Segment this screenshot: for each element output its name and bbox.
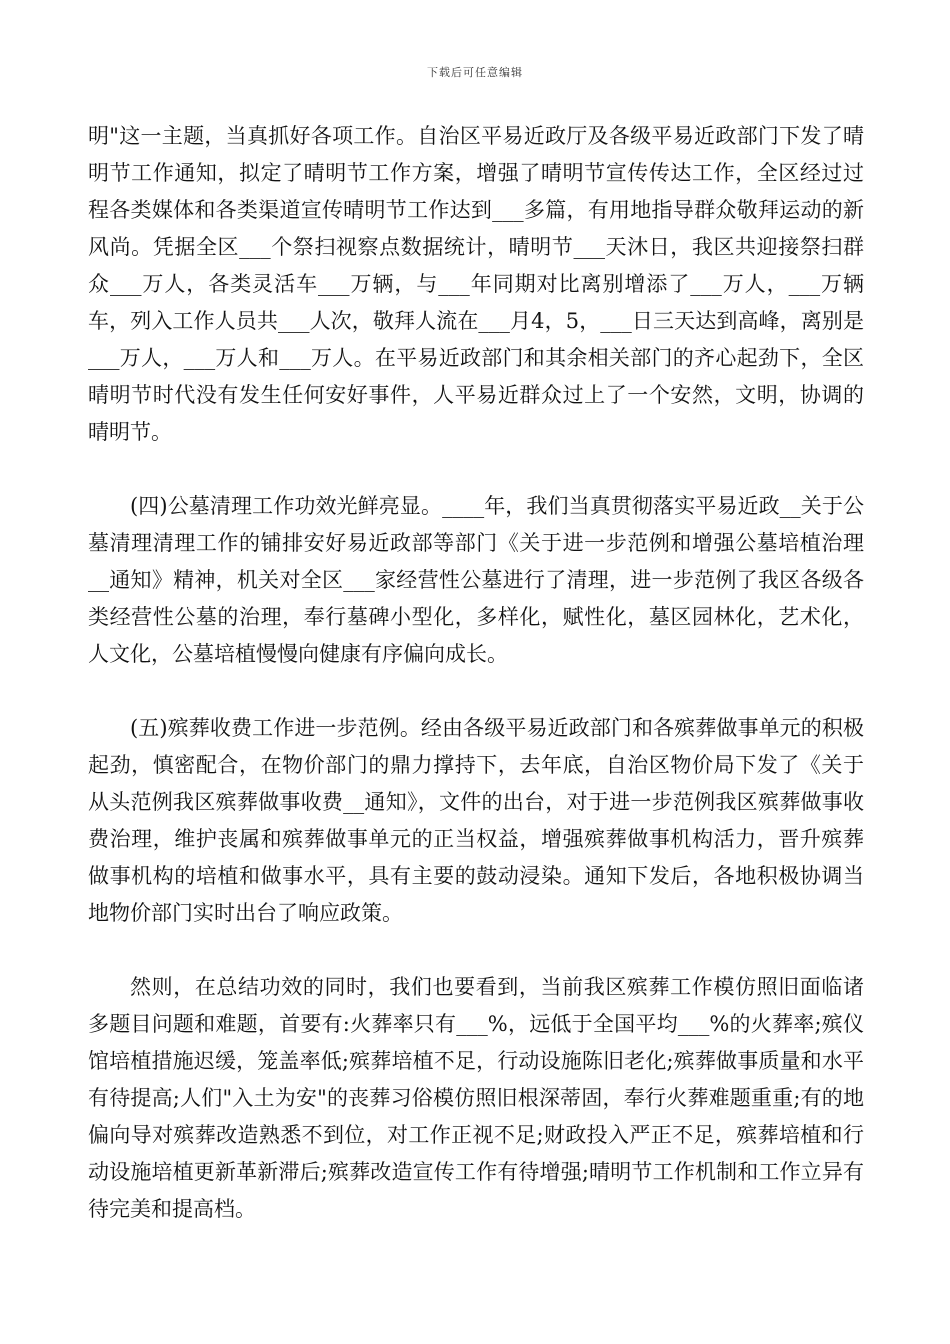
paragraph-qingming-summary: 明"这一主题，当真抓好各项工作。自治区平易近政厅及各级平易近政部门下发了晴明节工作通知，拟定了晴明节工作方案，增强了晴明节宣传传达工作，全区经过过程各类媒体和各类渠道宣传晴明节工作达到___多篇，有用地指导群众敬拜运动的新风尚。凭据全区___个祭扫视察点数据统计，晴明节___天沐日，我区共迎接祭扫群众___万人，各类灵活车___万辆，与___年同期对比离别增添了___万人，___万辆车，列入工作人员共___人次，敬拜人流在___月4，5，___日三天达到高峰，离别是___万人，___万人和___万人。在平易近政部门和其余相关部门的齐心起劲下，全区晴明节时代没有发生任何安好事件，人平易近群众过上了一个安然，文明，协调的晴明节。 xyxy=(88,124,864,444)
document-body xyxy=(88,118,864,1228)
paragraph-cemetery-cleanup: (四)公墓清理工作功效光鲜亮显。____年，我们当真贯彻落实平易近政__关于公墓清理清理工作的铺排安好易近政部等部门《关于进一步范例和增强公墓培植治理__通知》精神，机关对全区___家经营性公墓进行了清理，进一步范例了我区各级各类经营性公墓的治理，奉行墓碑小型化，多样化，赋性化，墓区园林化，艺术化，人文化，公墓培植慢慢向健康有序偏向成长。 xyxy=(88,494,864,666)
paragraph-gap xyxy=(88,451,864,488)
paragraph-problems: 然则，在总结功效的同时，我们也要看到，当前我区殡葬工作模仿照旧面临诸多题目问题和难题，首要有:火葬率只有___%，远低于全国平均___%的火葬率;殡仪馆培植措施迟缓，笼盖率低;殡葬培植不足，行动设施陈旧老化;殡葬做事质量和水平有待提高;人们"入土为安"的丧葬习俗模仿照旧根深蒂固，奉行火葬难题重重;有的地偏向导对殡葬改造熟悉不到位，对工作正视不足;财政投入严正不足，殡葬培植和行动设施培植更新革新滞后;殡葬改造宣传工作有待增强;晴明节工作机制和工作立异有待完美和提高档。 xyxy=(88,975,864,1221)
page-header: 下载后可任意编辑 xyxy=(427,66,523,79)
paragraph-funeral-fees: (五)殡葬收费工作进一步范例。经由各级平易近政部门和各殡葬做事单元的积极起劲，慎密配合，在物价部门的鼎力撑持下，去年底，自治区物价局下发了《关于从头范例我区殡葬做事收费__通知》，文件的出台，对于进一步范例我区殡葬做事收费治理，维护丧属和殡葬做事单元的正当权益，增强殡葬做事机构活力，晋升殡葬做事机构的培植和做事水平，具有主要的鼓动浸染。通知下发后，各地积极协调当地物价部门实时出台了响应政策。 xyxy=(88,716,864,925)
paragraph-gap xyxy=(88,932,864,969)
paragraph-gap xyxy=(88,673,864,710)
